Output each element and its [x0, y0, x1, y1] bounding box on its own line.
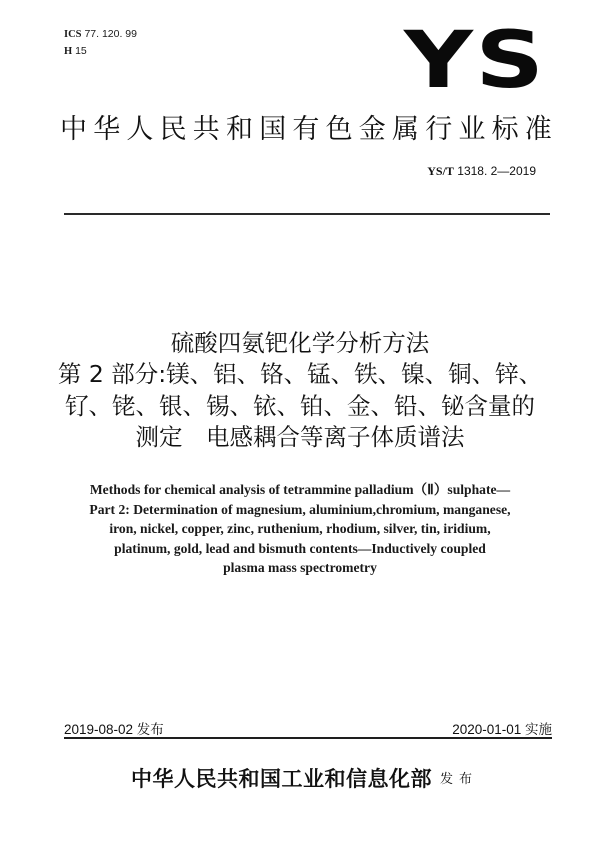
chinese-title-line: 钌、铑、银、锡、铱、铂、金、铅、铋含量的: [65, 391, 535, 420]
ics-value: 77. 120. 99: [84, 28, 137, 40]
english-title-line: Part 2: Determination of magnesium, aluminium,chromium, manganese,: [89, 501, 511, 517]
issue-date: 2019-08-02 发布: [64, 722, 164, 737]
english-title-line: Methods for chemical analysis of tetrammine palladium（Ⅱ）sulphate—: [89, 482, 511, 497]
issuing-authority: 中华人民共和国工业和信息化部: [131, 766, 432, 791]
ccs-value: 15: [75, 45, 87, 57]
english-title-line: iron, nickel, copper, zinc, ruthenium, rhodium, silver, tin, iridium,: [109, 521, 491, 537]
standard-category-title: 中华人民共和国有色金属行业标准: [60, 114, 558, 145]
standard-number: [427, 164, 536, 179]
ccs-code: [64, 43, 137, 60]
ics-label: ICS: [64, 29, 82, 40]
english-title: [40, 480, 560, 578]
top-divider: [64, 213, 550, 215]
bottom-divider: [64, 737, 552, 739]
chinese-title-line: 第 2 部分:镁、铝、铬、锰、铁、镍、铜、锌、: [57, 360, 543, 389]
implementation-date: 2020-01-01 实施: [452, 722, 552, 737]
classification-codes: [64, 26, 137, 60]
english-title-line: plasma mass spectrometry: [223, 560, 377, 576]
standard-number-prefix: YS/T: [427, 164, 454, 178]
ics-code: [64, 26, 137, 43]
standard-number-value: 1318. 2—2019: [457, 164, 536, 178]
chinese-title: [40, 328, 560, 453]
ys-logo: YS: [404, 16, 547, 106]
issue-label: 发布: [440, 772, 479, 787]
ccs-label: H: [64, 46, 73, 57]
chinese-title-line: 硫酸四氨钯化学分析方法: [170, 329, 430, 357]
english-title-line: platinum, gold, lead and bismuth contents—Inductively coupled: [114, 540, 486, 556]
chinese-title-line: 测定 电感耦合等离子体质谱法: [135, 422, 465, 451]
